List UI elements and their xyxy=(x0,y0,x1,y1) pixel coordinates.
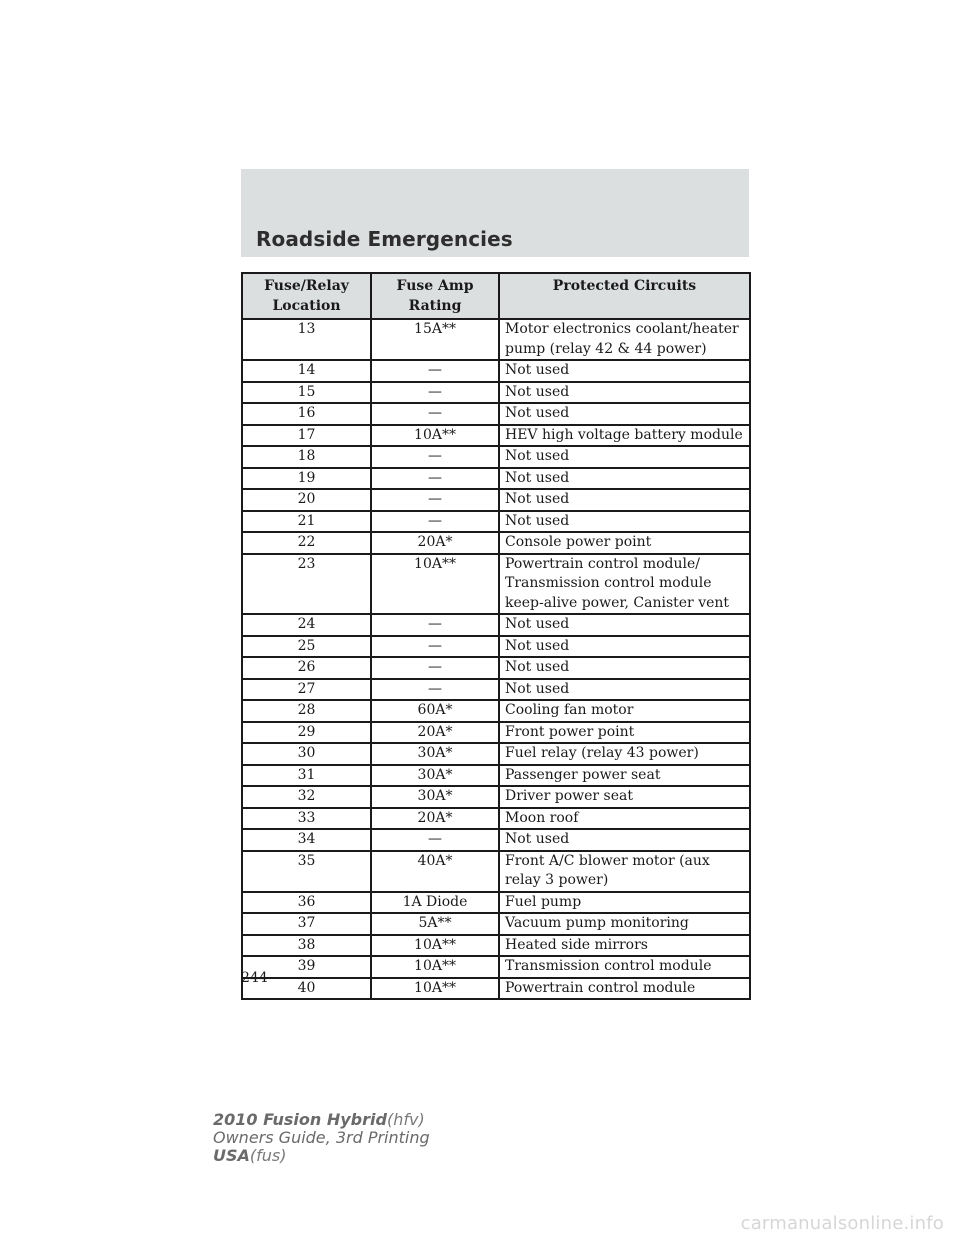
fuse-amp-cell: 15A** xyxy=(371,319,499,360)
fuse-amp-cell: 10A** xyxy=(371,978,499,1000)
table-row xyxy=(242,425,750,447)
table-row xyxy=(242,679,750,701)
table-row xyxy=(242,468,750,490)
fuse-amp-cell: — xyxy=(371,489,499,511)
table-row xyxy=(242,743,750,765)
fuse-location-cell: 33 xyxy=(242,808,371,830)
fuse-location-cell: 39 xyxy=(242,956,371,978)
column-header-location xyxy=(242,273,371,319)
fuse-amp-cell: 1A Diode xyxy=(371,892,499,914)
protected-circuit-cell: Not used xyxy=(499,489,750,511)
protected-circuit-cell: Passenger power seat xyxy=(499,765,750,787)
fuse-location-cell: 16 xyxy=(242,403,371,425)
table-row xyxy=(242,554,750,615)
protected-circuit-cell: Not used xyxy=(499,511,750,533)
page-number: 244 xyxy=(241,970,268,986)
footer-market: USA xyxy=(213,1146,250,1165)
fuse-amp-cell: — xyxy=(371,679,499,701)
section-header xyxy=(241,169,749,257)
table-row xyxy=(242,722,750,744)
fuse-location-cell: 21 xyxy=(242,511,371,533)
table-row xyxy=(242,956,750,978)
column-header-protected-circuits-text: Protected Circuits xyxy=(552,278,697,294)
fuse-location-cell: 14 xyxy=(242,360,371,382)
fuse-amp-cell: — xyxy=(371,636,499,658)
protected-circuit-cell: Transmission control module xyxy=(499,956,750,978)
table-row xyxy=(242,489,750,511)
protected-circuit-cell: Not used xyxy=(499,636,750,658)
protected-circuit-cell: Not used xyxy=(499,614,750,636)
fuse-amp-cell: — xyxy=(371,446,499,468)
fuse-location-cell: 25 xyxy=(242,636,371,658)
table-row xyxy=(242,511,750,533)
fuse-amp-cell: — xyxy=(371,657,499,679)
table-row xyxy=(242,446,750,468)
protected-circuit-cell: Moon roof xyxy=(499,808,750,830)
footer-market-code: (fus) xyxy=(249,1146,287,1165)
protected-circuit-cell: Not used xyxy=(499,679,750,701)
protected-circuit-cell: Not used xyxy=(499,403,750,425)
protected-circuit-cell: Driver power seat xyxy=(499,786,750,808)
fuse-location-cell: 17 xyxy=(242,425,371,447)
column-header-amp-rating-text: Fuse Amp Rating xyxy=(396,278,474,314)
protected-circuit-cell: Console power point xyxy=(499,532,750,554)
protected-circuit-cell: Heated side mirrors xyxy=(499,935,750,957)
footer-model-code: (hfv) xyxy=(386,1110,425,1129)
fuse-amp-cell: — xyxy=(371,511,499,533)
fuse-amp-cell: — xyxy=(371,382,499,404)
fuse-amp-cell: 10A** xyxy=(371,554,499,615)
protected-circuit-cell: Not used xyxy=(499,360,750,382)
fuse-amp-cell: 20A* xyxy=(371,722,499,744)
table-row xyxy=(242,913,750,935)
fuse-location-cell: 23 xyxy=(242,554,371,615)
fuse-location-cell: 18 xyxy=(242,446,371,468)
fuse-amp-cell: 20A* xyxy=(371,808,499,830)
table-row xyxy=(242,614,750,636)
protected-circuit-cell: Not used xyxy=(499,657,750,679)
protected-circuit-cell: Powertrain control module/ Transmission control module keep-alive power, Canister vent xyxy=(499,554,750,615)
protected-circuit-cell: Fuel relay (relay 43 power) xyxy=(499,743,750,765)
fuse-amp-cell: 10A** xyxy=(371,935,499,957)
fuse-amp-cell: 30A* xyxy=(371,765,499,787)
protected-circuit-cell: Not used xyxy=(499,382,750,404)
column-header-amp-rating xyxy=(371,273,499,319)
column-header-protected-circuits xyxy=(499,273,750,319)
table-row xyxy=(242,935,750,957)
protected-circuit-cell: Motor electronics coolant/heater pump (relay 42 & 44 power) xyxy=(499,319,750,360)
fuse-location-cell: 28 xyxy=(242,700,371,722)
watermark: carmanualsonline.info xyxy=(740,1213,944,1234)
table-row xyxy=(242,360,750,382)
fuse-location-cell: 37 xyxy=(242,913,371,935)
fuse-amp-cell: 60A* xyxy=(371,700,499,722)
table-row xyxy=(242,403,750,425)
fuse-amp-cell: 10A** xyxy=(371,425,499,447)
table-row xyxy=(242,636,750,658)
footer-line-1 xyxy=(213,1111,430,1129)
fuse-location-cell: 19 xyxy=(242,468,371,490)
fuse-amp-cell: 40A* xyxy=(371,851,499,892)
table-row xyxy=(242,892,750,914)
table-row xyxy=(242,808,750,830)
fuse-table xyxy=(241,272,751,1000)
protected-circuit-cell: Powertrain control module xyxy=(499,978,750,1000)
protected-circuit-cell: Front A/C blower motor (aux relay 3 power) xyxy=(499,851,750,892)
protected-circuit-cell: Fuel pump xyxy=(499,892,750,914)
fuse-amp-cell: — xyxy=(371,468,499,490)
fuse-table-body xyxy=(242,319,750,999)
fuse-amp-cell: — xyxy=(371,614,499,636)
fuse-location-cell: 26 xyxy=(242,657,371,679)
table-row xyxy=(242,532,750,554)
fuse-location-cell: 27 xyxy=(242,679,371,701)
table-row xyxy=(242,786,750,808)
footer-model: 2010 Fusion Hybrid xyxy=(213,1110,387,1129)
fuse-amp-cell: — xyxy=(371,829,499,851)
fuse-amp-cell: 30A* xyxy=(371,786,499,808)
fuse-location-cell: 32 xyxy=(242,786,371,808)
fuse-amp-cell: — xyxy=(371,360,499,382)
fuse-location-cell: 35 xyxy=(242,851,371,892)
footer xyxy=(213,1111,430,1165)
fuse-amp-cell: — xyxy=(371,403,499,425)
fuse-amp-cell: 5A** xyxy=(371,913,499,935)
column-header-location-text: Fuse/Relay Location xyxy=(264,278,349,314)
fuse-amp-cell: 10A** xyxy=(371,956,499,978)
protected-circuit-cell: Cooling fan motor xyxy=(499,700,750,722)
protected-circuit-cell: Not used xyxy=(499,446,750,468)
fuse-amp-cell: 20A* xyxy=(371,532,499,554)
fuse-location-cell: 40 xyxy=(242,978,371,1000)
protected-circuit-cell: HEV high voltage battery module xyxy=(499,425,750,447)
fuse-location-cell: 13 xyxy=(242,319,371,360)
fuse-location-cell: 29 xyxy=(242,722,371,744)
table-row xyxy=(242,765,750,787)
fuse-location-cell: 30 xyxy=(242,743,371,765)
fuse-location-cell: 34 xyxy=(242,829,371,851)
table-header-row xyxy=(242,273,750,319)
section-title: Roadside Emergencies xyxy=(256,227,513,251)
protected-circuit-cell: Vacuum pump monitoring xyxy=(499,913,750,935)
fuse-location-cell: 36 xyxy=(242,892,371,914)
table-row xyxy=(242,829,750,851)
fuse-location-cell: 22 xyxy=(242,532,371,554)
fuse-location-cell: 20 xyxy=(242,489,371,511)
table-row xyxy=(242,319,750,360)
footer-line-3 xyxy=(213,1147,430,1165)
protected-circuit-cell: Not used xyxy=(499,829,750,851)
fuse-location-cell: 24 xyxy=(242,614,371,636)
table-row xyxy=(242,700,750,722)
table-row xyxy=(242,978,750,1000)
table-row xyxy=(242,382,750,404)
table-row xyxy=(242,657,750,679)
fuse-location-cell: 15 xyxy=(242,382,371,404)
footer-line-2: Owners Guide, 3rd Printing xyxy=(213,1128,430,1147)
fuse-location-cell: 38 xyxy=(242,935,371,957)
fuse-location-cell: 31 xyxy=(242,765,371,787)
table-row xyxy=(242,851,750,892)
protected-circuit-cell: Not used xyxy=(499,468,750,490)
fuse-amp-cell: 30A* xyxy=(371,743,499,765)
protected-circuit-cell: Front power point xyxy=(499,722,750,744)
